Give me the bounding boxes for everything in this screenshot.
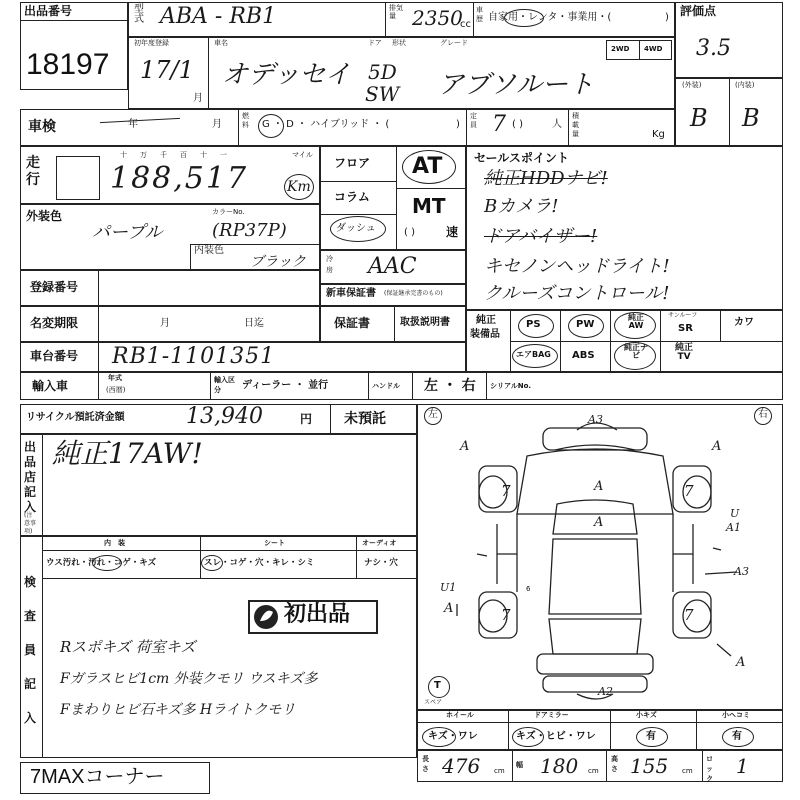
interior-label: (内装) — [735, 81, 755, 89]
interior-color-value: ブラック — [250, 254, 306, 270]
name-change-label: 名変期限 — [30, 316, 79, 330]
small-scratch-value: 有 — [646, 731, 656, 742]
remarks-value: 純正17AW! — [52, 437, 203, 470]
inspector-label: 検査員記入 — [24, 575, 37, 725]
column-label: コラム — [334, 190, 370, 204]
fuel-value: G ・ D ・ ハイブリッド ・ ( — [262, 119, 390, 130]
import-year-sub: (西暦) — [106, 386, 126, 394]
mileage-digit-labels: 十 万 千 百 十 一 — [120, 151, 230, 159]
recycle-label: リサイクル預託済金額 — [26, 412, 125, 423]
remarks-label: 出品店記入 — [24, 440, 37, 514]
inspector-note-2: Fガラスヒビ1cm 外装クモリ ウスキズ多 — [60, 671, 318, 687]
warranty-label: 保証書 — [334, 316, 371, 330]
equipment-label-1: 純正 — [476, 315, 496, 326]
speed-label: 速 — [446, 225, 459, 239]
color-label: 外装色 — [26, 209, 63, 223]
recycle-value: 13,940 — [186, 404, 263, 429]
spare-label: スペア — [424, 699, 443, 706]
diag-u: U — [730, 507, 740, 520]
usage-label: 車歴 — [476, 6, 483, 23]
displacement-unit: cc — [460, 19, 471, 30]
color-no-label: カラーNo. — [212, 208, 245, 216]
diag-7-fl: 7 — [501, 482, 511, 500]
speed-paren: ( ) — [404, 227, 415, 238]
chassis-value: RB1-1101351 — [112, 344, 276, 369]
mileage-unit-label: マイル — [292, 151, 313, 159]
small-scratch-label: 小キズ — [636, 711, 657, 719]
diag-a3-right: A3 — [734, 565, 749, 578]
first-reg-month: 月 — [193, 93, 203, 104]
usage-circle — [504, 9, 544, 27]
mileage-value: 188,517 — [110, 161, 249, 196]
equip-navi: 純正ナビ — [624, 343, 648, 360]
wheel-value: キズ・ワレ — [428, 731, 478, 742]
leaf-stamp-icon — [252, 603, 280, 631]
serial-label: シリアルNo. — [490, 382, 532, 390]
equip-airbag: エアBAG — [516, 350, 551, 359]
handle-value: 左 ・ 右 — [424, 378, 476, 394]
seat-header: シート — [264, 539, 285, 547]
exterior-label: (外装) — [682, 81, 702, 89]
new-warranty-note: (保証継承完書のもの) — [384, 290, 443, 297]
car-outline — [417, 404, 783, 710]
floor-label: フロア — [334, 156, 371, 170]
shape-label: 形状 — [392, 39, 406, 47]
inspection-month: 月 — [212, 119, 222, 130]
name-change-day: 日迄 — [244, 318, 264, 329]
name-label: 車名 — [214, 39, 228, 47]
grade-value: 3.5 — [696, 36, 731, 61]
diag-7-rl: 7 — [501, 606, 511, 624]
audio-value: ナシ・穴 — [364, 558, 398, 568]
diagram-right: 右 — [758, 409, 768, 420]
inspection-label: 車検 — [28, 119, 56, 135]
diag-a3-top: A3 — [588, 413, 603, 426]
load-unit: Kg — [652, 129, 665, 140]
recycle-unit: 円 — [300, 412, 313, 426]
capacity-value: 7 — [492, 112, 506, 137]
manual-label: 取扱説明書 — [400, 317, 450, 328]
fuel-close: ) — [456, 119, 460, 130]
mt-label: MT — [412, 194, 446, 218]
diag-a1: A1 — [726, 521, 741, 534]
interior-value: ウス汚れ・汚れ・コゲ・キズ — [46, 558, 157, 568]
mirror-label: ドアミラー — [534, 711, 569, 719]
height-unit: cm — [682, 767, 693, 775]
diag-7-fr: 7 — [684, 482, 694, 500]
height-value: 155 — [630, 754, 669, 778]
diag-7-rr: 7 — [684, 606, 694, 624]
sales-point-5: クルーズコントロール! — [484, 283, 670, 304]
stamp-text: 初出品 — [284, 602, 351, 627]
recycle-status: 未預託 — [344, 411, 386, 427]
name-value: オデッセイ — [222, 60, 351, 90]
diag-a-3: A — [594, 479, 604, 494]
lock-value: 1 — [736, 754, 749, 778]
displacement-value: 2350 — [412, 6, 463, 30]
wheel-label: ホイール — [446, 711, 474, 719]
name-change-month: 月 — [160, 318, 170, 329]
equip-ps: PS — [526, 319, 541, 330]
diag-u1: U1 — [440, 581, 457, 594]
length-unit: cm — [494, 767, 505, 775]
door-label: ドア — [368, 39, 382, 47]
capacity-label: 定員 — [470, 112, 477, 129]
load-label: 積載量 — [572, 112, 579, 138]
equip-sr: SR — [678, 323, 693, 334]
sales-point-3: ドアバイザー! — [484, 226, 598, 247]
small-dent-label: 小ヘコミ — [722, 711, 750, 719]
width-label: 幅 — [516, 761, 523, 769]
at-circle — [402, 150, 456, 184]
capacity-unit: 人 — [552, 119, 562, 130]
color-no-value: (RP37P) — [212, 220, 287, 241]
diagram-left: 左 — [428, 409, 438, 420]
sr-top-label: サンルーフ — [668, 312, 698, 319]
first-reg-label: 初年度登録 — [134, 39, 169, 47]
displacement-label: 排気量 — [389, 4, 403, 20]
model-label: 型式 — [134, 4, 144, 25]
handle-label: ハンドル — [372, 382, 400, 390]
at-label: AT — [412, 154, 443, 179]
grade-label: 評価点 — [680, 4, 717, 18]
grade-name-label: グレード — [440, 39, 468, 47]
shape-value-1: 5D — [368, 60, 397, 84]
mileage-check-box — [56, 156, 100, 200]
lot-number: 18197 — [26, 48, 110, 81]
drive-4wd: 4WD — [644, 45, 663, 53]
usage-value: 自家用・レンタ・事業用・( — [488, 12, 612, 23]
import-category-label: 輸入区分 — [214, 376, 235, 394]
model-value: ABA - RB1 — [160, 4, 277, 29]
width-value: 180 — [540, 754, 579, 778]
interior-header: 内 装 — [104, 539, 125, 547]
diag-a-roof: A — [594, 515, 604, 530]
grade-name-value: アブソルート — [438, 70, 595, 100]
corner-label: 7MAXコーナー — [30, 766, 165, 788]
ac-value: AAC — [368, 254, 417, 279]
first-reg-value: 17/1 — [140, 56, 194, 84]
inspector-note-1: Rスポキズ 荷室キズ — [60, 638, 196, 656]
mileage-unit-value: Km — [287, 179, 311, 195]
diag-a2: A2 — [598, 685, 613, 698]
import-category-value: ディーラー ・ 並行 — [242, 380, 329, 391]
equip-abs: ABS — [572, 350, 595, 361]
remarks-sub: (注意事項) — [24, 512, 37, 535]
spare-symbol: T — [434, 680, 441, 691]
mileage-label: 走行 — [26, 155, 40, 188]
auction-sheet: 出品番号 18197 型式 ABA - RB1 排気量 2350 cc 車歴 自家用・レンタ・事業用・( ) 評価点 3.5 初年度登録 17/1 月 車名 オデッセイ ドア 形状 グレード 5D SW アブソルート 2WD 4WD (外装) (内装) B B 車検 年 月 燃料 G ・ D ・ ハイブリッド ・ ( ) 定員 7 ( ) 人 積載量 Kg 走行 十 万 千 百 十 一 マイル 188,517 Km フロア コラム ダッシュ AT MT ( ) 速 外装色 カラーNo. パープル (RP37P) 内装色 ブラック 冷房 AAC 登録番号 新車保証書 (保証継承完書のもの) 名変期限 月 日迄 保証書 取扱説明書 車台番号 RB1-1101351 セールスポイント 純正HDDナビ! Bカメラ! ドアバイザー! キセノンヘッドライト! クルーズコントロール! 純正 装備品 PS PW 純正AW サンルーフ SR カワ エアBAG ABS 純正ナビ 純正TV 輸入車 年式 (西暦) 輸入区分 ディーラー ・ 並行 ハンドル 左 ・ 右 シリアルNo. リサイクル預託済金額 13,940 円 未預託 出品店記入 (注意事項) 純正17AW! 検査員記入 内 装 シート オーディオ ウス汚れ・汚れ・コゲ・キズ スレ・コゲ・穴・キレ・シミ ナシ・穴 初出品 Rスポキズ 荷室キズ Fガラスヒビ1cm 外装クモリ ウスキズ多 Fまわりヒビ石キズ多 Hライトクモリ 左 右 A3 A A A U A1 A3 A U1 A A2 A 7 7 7 7 6 T スペア ホイール ドアミラー 小キズ 小ヘコミ キズ・ワレ キズ・ヒビ・ワレ 有 有 長さ 476 cm 幅 180 cm 高さ 155 cm ロック 1 7MAXコーナー — [0, 0, 800, 800]
interior-color-label: 内装色 — [194, 245, 224, 256]
diag-a-rear: A — [736, 655, 746, 670]
equip-kawa: カワ — [734, 317, 754, 328]
mirror-value: キズ・ヒビ・ワレ — [516, 731, 596, 742]
inspection-year: 年 — [128, 119, 138, 130]
sales-point-4: キセノンヘッドライト! — [484, 256, 670, 277]
length-label: 長さ — [422, 755, 429, 773]
fuel-circle — [258, 114, 284, 138]
equip-aw: 純正AW — [628, 313, 644, 330]
diag-a-1: A — [460, 439, 470, 454]
chassis-label: 車台番号 — [30, 349, 79, 363]
sales-label: セールスポイント — [474, 151, 569, 165]
diag-6: 6 — [526, 585, 531, 593]
equip-tv: 純正TV — [674, 343, 693, 362]
registration-label: 登録番号 — [30, 280, 79, 294]
diag-a-left: A — [444, 601, 454, 616]
seat-value: スレ・コゲ・穴・キレ・シミ — [204, 558, 315, 568]
exterior-score: B — [690, 104, 708, 132]
sales-point-1: 純正HDDナビ! — [484, 168, 608, 189]
height-label: 高さ — [611, 755, 618, 773]
inspector-note-3: Fまわりヒビ石キズ多 Hライトクモリ — [60, 702, 296, 718]
color-value: パープル — [92, 222, 163, 243]
import-year-label: 年式 — [108, 374, 122, 382]
dash-label: ダッシュ — [336, 223, 376, 234]
dash-circle — [330, 216, 386, 242]
lock-label: ロック — [706, 755, 713, 783]
small-dent-value: 有 — [732, 731, 742, 742]
ac-label: 冷房 — [326, 255, 333, 274]
import-row — [20, 372, 783, 400]
new-warranty-label: 新車保証書 — [326, 288, 376, 299]
audio-header: オーディオ — [362, 539, 397, 547]
interior-score: B — [742, 104, 760, 132]
sales-point-2: Bカメラ! — [484, 196, 559, 217]
diag-a-2: A — [712, 439, 722, 454]
equipment-label-2: 装備品 — [470, 329, 500, 340]
equip-pw: PW — [576, 319, 595, 330]
width-unit: cm — [588, 767, 599, 775]
shape-value-2: SW — [365, 82, 400, 106]
import-label: 輸入車 — [32, 379, 69, 393]
fuel-label: 燃料 — [242, 112, 249, 129]
capacity-paren: ( ) — [512, 119, 523, 130]
lot-label: 出品番号 — [24, 4, 73, 18]
drive-2wd: 2WD — [611, 45, 630, 53]
length-value: 476 — [442, 754, 481, 778]
